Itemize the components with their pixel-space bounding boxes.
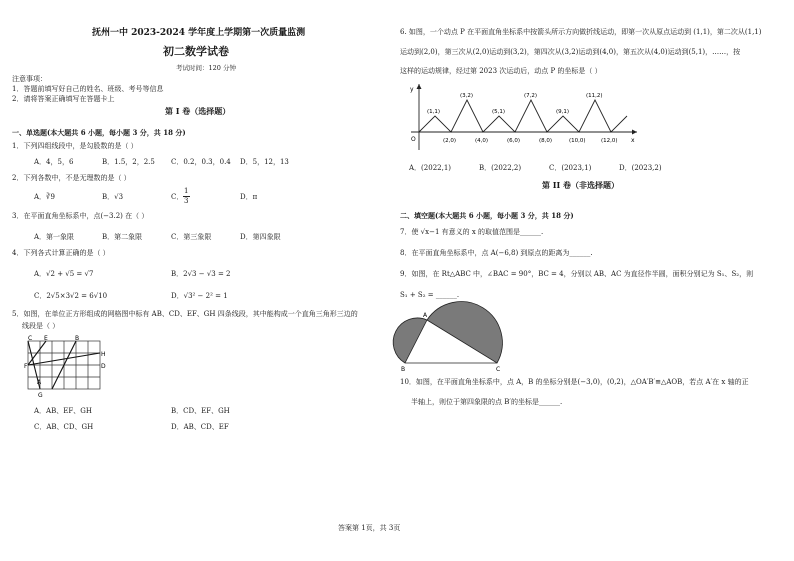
point-label: (9,1): [556, 109, 570, 115]
exam-time: 考试时间：120 分钟: [176, 64, 236, 72]
label-e: E: [44, 335, 48, 342]
point-label: (3,2): [460, 93, 474, 99]
page-footer: 答案第 1页，共 3页: [338, 524, 401, 532]
question-8: 8．在平面直角坐标系中，点 A(−6,8) 到原点的距离为______.: [400, 249, 593, 257]
point-label: (7,2): [524, 93, 538, 99]
q4-option-d: D．√3² − 2² = 1: [171, 292, 228, 300]
q2-option-d: D．π: [240, 193, 258, 201]
question-9-stem-cont: S₁ + S₂ = ______.: [400, 291, 460, 299]
question-3-stem: 3．在平面直角坐标系中，点(−3.2) 在（ ）: [12, 212, 149, 220]
part2-title: 第 II 卷（非选择题）: [542, 180, 620, 190]
q5-option-c: C．AB、CD、GH: [34, 423, 94, 431]
question-6-stem-cont: 这样的运动规律，经过第 2023 次运动后，动点 P 的坐标是（ ）: [400, 67, 602, 75]
section-title: 一、单选题(本大题共 6 小题，每小题 3 分，共 18 分): [12, 128, 186, 137]
question-5-stem-cont: 线段是（ ）: [22, 322, 60, 330]
q6-option-b: B．(2022,2): [479, 164, 522, 172]
grid-figure: [24, 337, 104, 399]
fraction-denominator: 3: [184, 197, 189, 205]
point-label: (12,0): [601, 138, 618, 144]
exam-title: 抚州一中 2023-2024 学年度上学期第一次质量监测: [92, 28, 306, 38]
q6-option-d: D．(2023,2): [619, 164, 662, 172]
label-h: H: [101, 351, 106, 358]
question-10-stem-cont: 半轴上，则位于第四象限的点 B′的坐标是______.: [411, 398, 563, 406]
q6-option-c: C．(2023,1): [549, 164, 592, 172]
part1-title: 第 I 卷（选择题）: [165, 106, 231, 116]
q3-option-a: A．第一象限: [34, 233, 75, 241]
q1-option-d: D．5，12，13: [240, 158, 289, 166]
fraction-numerator: 1: [184, 187, 189, 195]
question-1-stem: 1．下列四组线段中，是勾股数的是（ ）: [12, 142, 138, 150]
q5-option-b: B．CD、EF、GH: [171, 407, 230, 415]
point-label: (4,0): [475, 138, 489, 144]
q4-option-a: A．√2 + √5 = √7: [34, 270, 94, 278]
q1-option-b: B．1.5，2，2.5: [102, 158, 155, 166]
question-6-stem: 6. 如图，一个动点 P 在平面直角坐标系中按箭头所示方向做折线运动，即第一次从原点运动到 (1,1)，第二次从(1,1): [400, 28, 762, 36]
question-2-stem: 2．下列各数中，不是无理数的是（ ）: [12, 174, 131, 182]
point-label: (2,0): [443, 138, 457, 144]
q2-option-b: B．√3: [102, 193, 124, 201]
label-b: B: [401, 366, 406, 373]
question-7: 7．使 √x−1 有意义的 x 的取值范围是______.: [400, 228, 544, 236]
right-column: [397, 0, 794, 561]
q5-option-a: A．AB、EF、GH: [34, 407, 92, 415]
q5-option-d: D．AB、CD、EF: [171, 423, 229, 431]
question-10-stem: 10．如图，在平面直角坐标系中，点 A，B 的坐标分别是(−3,0)，(0,2)，△OA′B′≌△AOB，若点 A′在 x 轴的正: [400, 378, 749, 386]
label-b: B: [75, 335, 80, 342]
label-c: C: [28, 335, 33, 342]
point-label: (8,0): [539, 138, 553, 144]
exam-subtitle: 初二数学试卷: [163, 45, 229, 58]
zigzag-figure: [405, 80, 645, 152]
question-6-stem-cont: 运动到(2,0)，第三次从(2,0)运动到(3,2)，第四次从(3,2)运动到(4,0)，第五次从(4,0)运动到(5,1)，……，按: [400, 48, 741, 56]
point-label: (5,1): [492, 109, 506, 115]
label-g: G: [38, 392, 43, 399]
q3-option-d: D．第四象限: [240, 233, 281, 241]
q3-option-b: B．第二象限: [102, 233, 143, 241]
point-label: (11,2): [586, 93, 603, 99]
label-c: C: [496, 366, 501, 373]
q2-option-a: A．∛9: [34, 193, 55, 201]
question-4-stem: 4．下列各式计算正确的是（ ）: [12, 249, 110, 257]
point-label: (6,0): [507, 138, 521, 144]
q4-option-b: B．2√3 − √3 = 2: [171, 270, 231, 278]
label-d: D: [101, 363, 106, 370]
q3-option-c: C．第三象限: [171, 233, 212, 241]
point-label: (1,1): [427, 109, 441, 115]
q4-option-c: C．2√5×3√2 = 6√10: [34, 292, 108, 300]
question-5-stem: 5．如图，在单位正方形组成的网格图中标有 AB、CD、EF、GH 四条线段，其中能构成一个直角三角形三边的: [12, 310, 358, 318]
notes-heading: 注意事项：: [12, 75, 47, 83]
origin-label: O: [411, 136, 416, 143]
x-axis-label: x: [631, 137, 635, 144]
section-title: 二、填空题(本大题共 6 小题，每小题 3 分，共 18 分): [400, 211, 574, 220]
y-axis-label: y: [410, 86, 414, 93]
q1-option-a: A．4，5，6: [34, 158, 74, 166]
label-a: A: [423, 312, 428, 319]
q1-option-c: C．0.2，0.3，0.4: [171, 158, 231, 166]
q6-option-a: A．(2022,1): [409, 164, 452, 172]
question-9-stem: 9．如图，在 Rt△ABC 中，∠BAC = 90°，BC = 4，分别以 AB、AC 为直径作半圆，面积分别记为 S₁、S₂，则: [400, 270, 754, 278]
label-f: F: [24, 363, 28, 370]
q2-option-c: C．: [171, 193, 184, 201]
note-item: 1．答题前填写好自己的姓名、班级、考号等信息: [12, 85, 164, 93]
label-a: A: [37, 379, 42, 386]
point-label: (10,0): [569, 138, 586, 144]
note-item: 2．请将答案正确填写在答题卡上: [12, 95, 115, 103]
semicircle-figure: [399, 303, 511, 373]
